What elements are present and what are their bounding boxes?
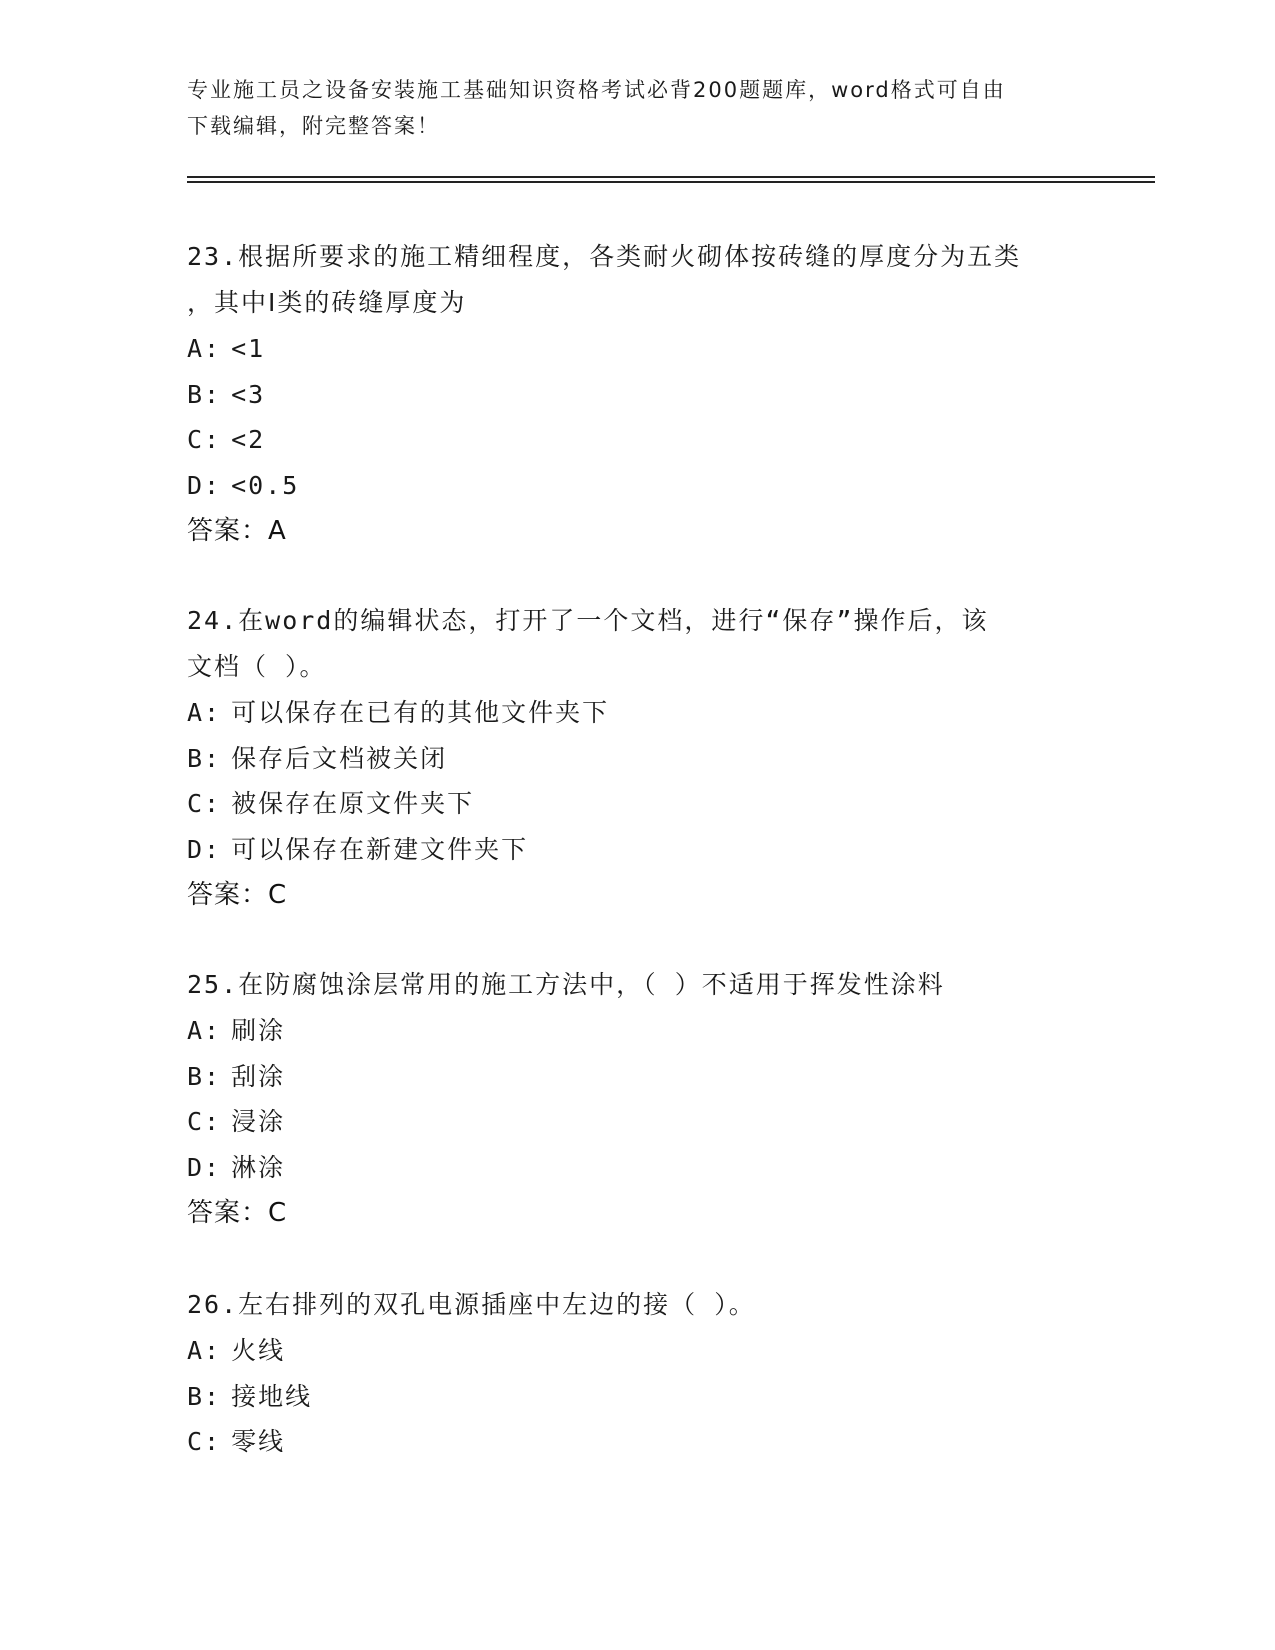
option-text: 被保存在原文件夹下 [231, 789, 475, 818]
option-letter: D: [187, 1152, 222, 1182]
option-letter: A: [187, 334, 222, 363]
option-text: 刮涂 [231, 1061, 286, 1091]
option-letter: B: [187, 1381, 222, 1411]
option-b [187, 1374, 1087, 1420]
answer-line: 答案：A [187, 516, 287, 546]
option-letter: C: [187, 789, 222, 818]
option-letter: C: [187, 425, 222, 454]
option-b [187, 1054, 1087, 1100]
header-divider-bottom [187, 181, 1155, 183]
question-stem-line-1: 26.左右排列的双孔电源插座中左边的接（ ）。 [187, 1290, 756, 1319]
question-25 [187, 962, 1087, 1236]
option-d [187, 463, 1087, 509]
question-stem-line-1: 25.在防腐蚀涂层常用的施工方法中，（ ）不适用于挥发性涂料 [187, 970, 945, 999]
option-a [187, 326, 1087, 372]
document-header [187, 72, 1087, 144]
option-text: 刷涂 [231, 1016, 286, 1045]
option-letter: B: [187, 1061, 222, 1091]
option-a [187, 690, 1087, 736]
option-a [187, 1008, 1087, 1054]
option-letter: C: [187, 1107, 222, 1136]
option-text: <3 [231, 379, 266, 409]
option-letter: C: [187, 1427, 222, 1456]
question-stem-line-2: ，其中Ⅰ类的砖缝厚度为 [187, 288, 467, 317]
header-line-2: 下载编辑，附完整答案！ [187, 114, 440, 138]
option-letter: B: [187, 379, 222, 409]
option-c [187, 1099, 1087, 1145]
option-text: <2 [231, 425, 266, 454]
question-26 [187, 1282, 1087, 1465]
option-text: 可以保存在新建文件夹下 [231, 834, 529, 864]
option-text: 接地线 [231, 1381, 313, 1411]
option-text: 零线 [231, 1427, 286, 1456]
option-text: 保存后文档被关闭 [231, 743, 448, 773]
question-24 [187, 598, 1087, 918]
option-text: 可以保存在已有的其他文件夹下 [231, 698, 610, 727]
question-stem-line-1: 24.在word的编辑状态，打开了一个文档，进行“保存”操作后，该 [187, 606, 989, 635]
option-text: <1 [231, 334, 266, 363]
option-text: 火线 [231, 1336, 286, 1365]
option-letter: A: [187, 1336, 222, 1365]
option-c [187, 417, 1087, 463]
header-line-1: 专业施工员之设备安装施工基础知识资格考试必背200题题库，word格式可自由 [187, 78, 1006, 102]
option-d [187, 827, 1087, 873]
option-letter: A: [187, 1016, 222, 1045]
option-c [187, 1419, 1087, 1465]
question-stem-line-2: 文档（ ）。 [187, 652, 327, 681]
option-letter: A: [187, 698, 222, 727]
option-c [187, 781, 1087, 827]
option-text: 浸涂 [231, 1107, 286, 1136]
option-b [187, 372, 1087, 418]
option-b [187, 736, 1087, 782]
header-divider-top [187, 176, 1155, 178]
option-letter: D: [187, 470, 222, 500]
option-a [187, 1328, 1087, 1374]
option-letter: B: [187, 743, 222, 773]
option-text: 淋涂 [231, 1152, 286, 1182]
option-d [187, 1145, 1087, 1191]
answer-line: 答案：C [187, 1198, 288, 1228]
question-stem-line-1: 23.根据所要求的施工精细程度，各类耐火砌体按砖缝的厚度分为五类 [187, 242, 1022, 271]
question-23 [187, 234, 1087, 554]
option-text: <0.5 [231, 470, 300, 500]
answer-line: 答案：C [187, 880, 288, 910]
option-letter: D: [187, 834, 222, 864]
